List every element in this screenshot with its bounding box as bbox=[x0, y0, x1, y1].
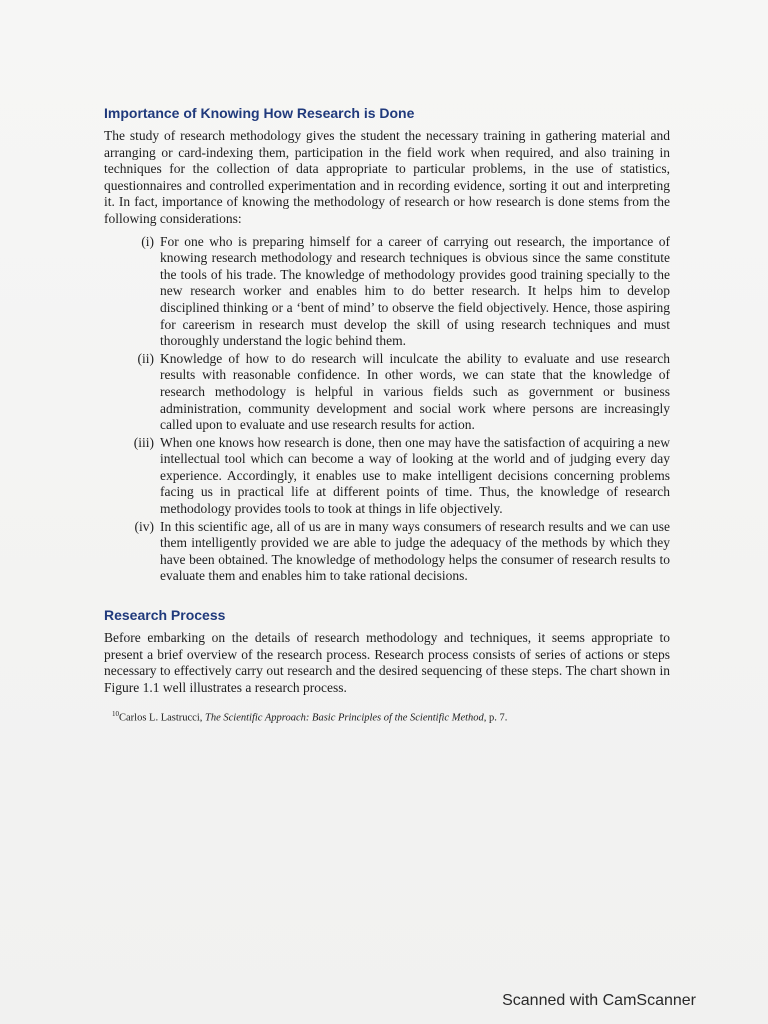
footnote-page: , p. 7. bbox=[483, 712, 508, 724]
footnote-book-title: The Scientific Approach: Basic Principles of the Scientific Method bbox=[205, 712, 484, 724]
list-item-text: Knowledge of how to do research will inculcate the ability to evaluate and use research results with reasonable confidence. In other words, we can state that the knowledge of research methodology is helpful in various fields such as government or business administration, community development and social work where persons are increasingly called upon to evaluate and use research results for action. bbox=[160, 350, 670, 433]
footnote-author: Carlos L. Lastrucci, bbox=[119, 712, 206, 724]
section-heading-research-process: Research Process bbox=[104, 607, 226, 624]
list-item-text: When one knows how research is done, then one may have the satisfaction of acquiring a new intellectual tool which can become a way of looking at the world and of judging every day experience. Accordingly, it enables use to make intelligent decisions concerning problems facing us in practical life at different points of time. Thus, the knowledge of research methodology provides tools to took at things in life objectively. bbox=[160, 434, 670, 517]
section-spacer bbox=[104, 586, 670, 606]
camscanner-watermark: Scanned with CamScanner bbox=[502, 992, 696, 1009]
intro-paragraph: The study of research methodology gives the student the necessary training in gathering material and arranging or card-indexing them, participation in the field work when required, and also training in techniques for the collection of data appropriate to particular problems, in the use of statistics, questionnaires and controlled experimentation and in recording evidence, sorting it out and interpreting it. In fact, importance of knowing the methodology of research or how research is done stems from the following considerations: bbox=[104, 128, 670, 226]
list-marker: (ii) bbox=[137, 350, 154, 366]
section-heading-importance: Importance of Knowing How Research is Done bbox=[104, 105, 415, 121]
list-item bbox=[104, 351, 670, 434]
list-item bbox=[104, 234, 670, 350]
list-item bbox=[104, 435, 670, 518]
page-content bbox=[104, 104, 670, 725]
footnote bbox=[104, 708, 670, 725]
list-item bbox=[104, 519, 670, 585]
considerations-list bbox=[104, 234, 670, 585]
list-marker: (i) bbox=[141, 233, 154, 249]
list-item-text: For one who is preparing himself for a career of carrying out research, the importance of knowing research methodology and research techniques is obvious since the same constitute the tools of his trade. The knowledge of methodology provides good training specially to the new research worker and enables him to do better research. It helps him to develop disciplined thinking or a ‘bent of mind’ to observe the field objectively. Hence, those aspiring for careerism in research must develop the skill of using research techniques and must thoroughly understand the logic behind them. bbox=[160, 233, 670, 349]
footnote-number: 10 bbox=[112, 710, 119, 719]
list-item-text: In this scientific age, all of us are in many ways consumers of research results and we can use them intelligently provided we are able to judge the adequacy of the methods by which they have been obtained. The knowledge of methodology helps the consumer of research results to evaluate them and enables him to take rational decisions. bbox=[160, 518, 670, 584]
list-marker: (iv) bbox=[134, 518, 154, 534]
research-process-paragraph: Before embarking on the details of research methodology and techniques, it seems appropriate to present a brief overview of the research process. Research process consists of series of actions or steps necessary to effectively carry out research and the desired sequencing of these steps. The chart shown in Figure 1.1 well illustrates a research process. bbox=[104, 630, 670, 695]
list-marker: (iii) bbox=[133, 434, 154, 450]
